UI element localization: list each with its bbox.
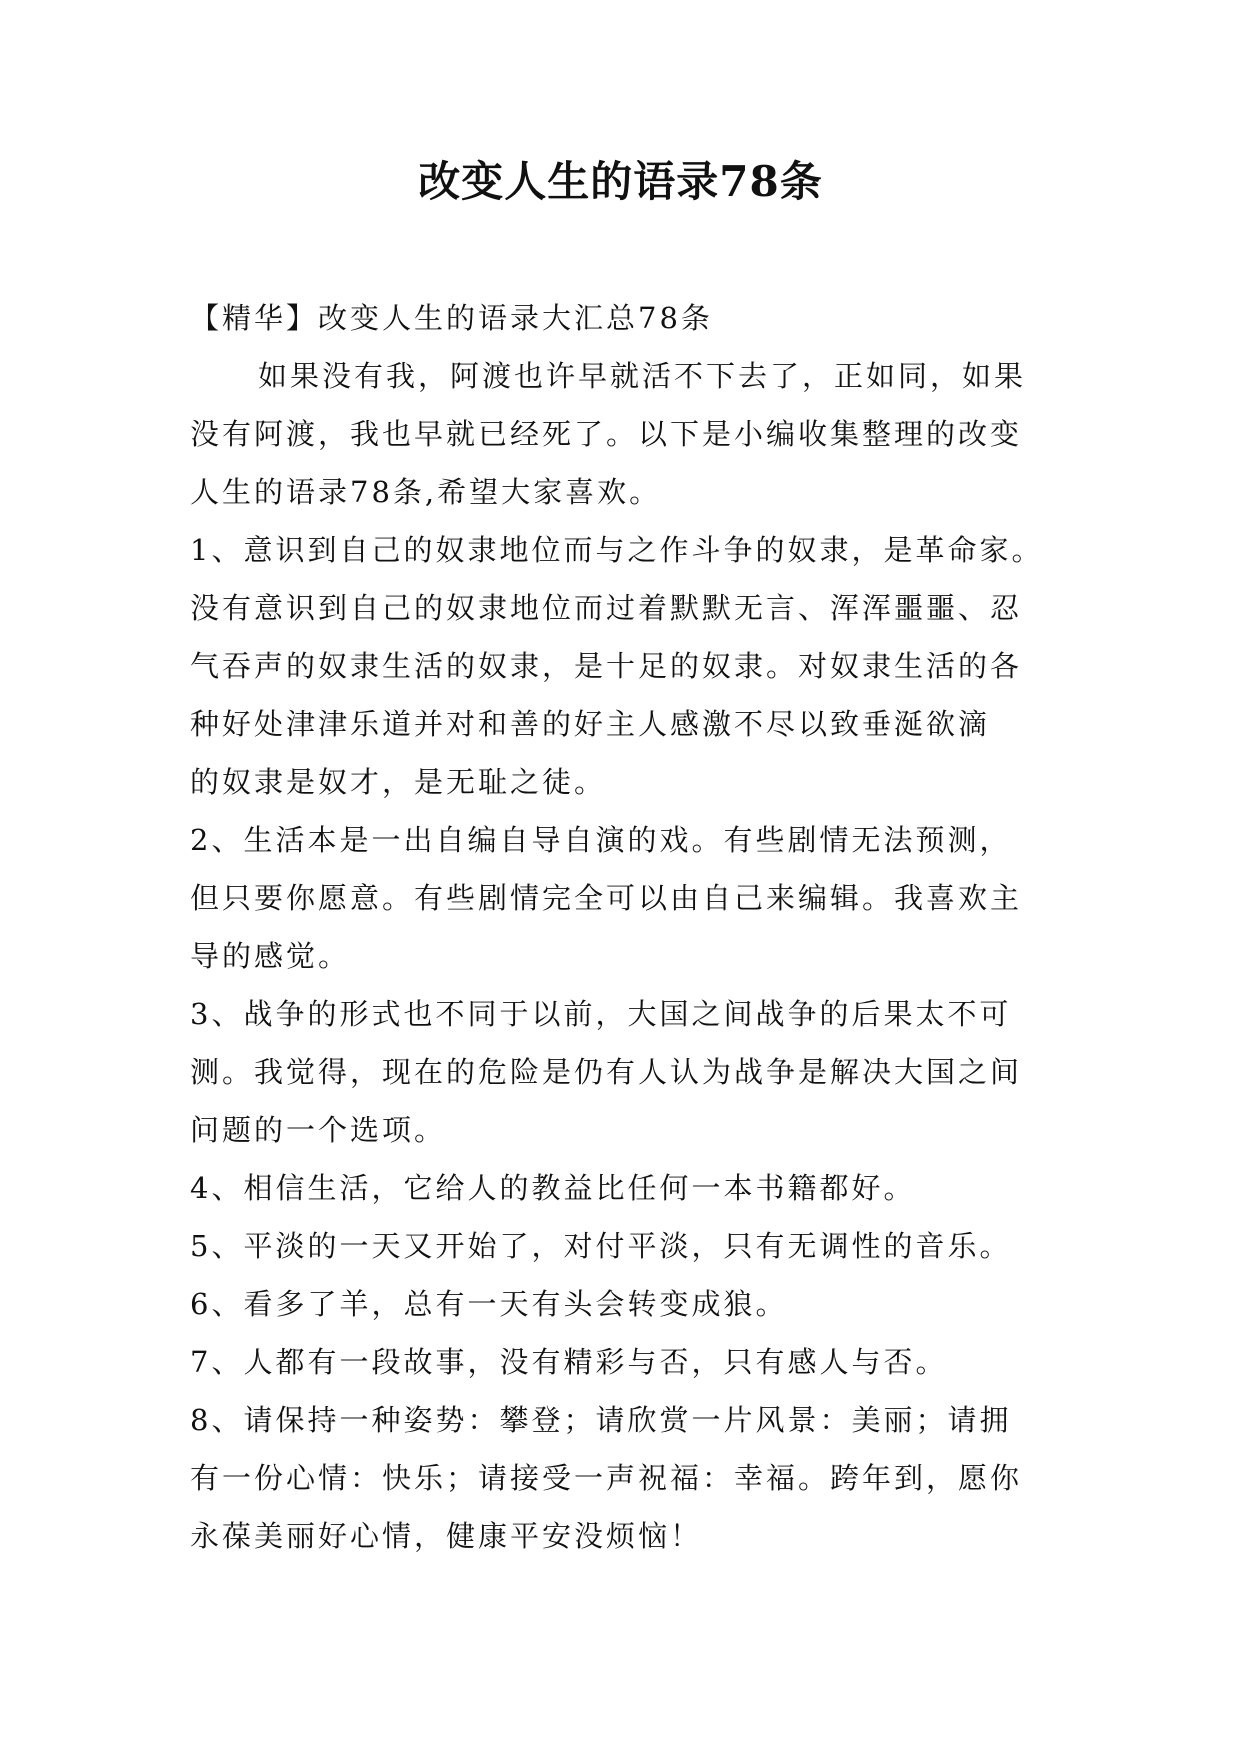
- quote-line: 4、相信生活，它给人的教益比任何一本书籍都好。: [190, 1171, 916, 1205]
- quote-line: 7、人都有一段故事，没有精彩与否，只有感人与否。: [190, 1345, 948, 1379]
- quote-line: 没有意识到自己的奴隶地位而过着默默无言、浑浑噩噩、忍: [190, 591, 1023, 625]
- subtitle-line: 【精华】改变人生的语录大汇总78条: [190, 301, 713, 335]
- quote-line: 导的感觉。: [190, 939, 351, 973]
- document-title: 改变人生的语录78条: [418, 157, 823, 206]
- intro-line: 没有阿渡，我也早就已经死了。以下是小编收集整理的改变: [190, 417, 1023, 451]
- quote-line: 问题的一个选项。: [190, 1113, 447, 1147]
- quote-line: 8、请保持一种姿势：攀登；请欣赏一片风景：美丽；请拥: [190, 1403, 1012, 1437]
- quote-line: 的奴隶是奴才，是无耻之徒。: [190, 765, 607, 799]
- document-body: [190, 289, 1070, 1565]
- quote-line: 但只要你愿意。有些剧情完全可以由自己来编辑。我喜欢主: [190, 881, 1023, 915]
- quote-line: 5、平淡的一天又开始了，对付平淡，只有无调性的音乐。: [190, 1229, 1012, 1263]
- quote-line: 6、看多了羊，总有一天有头会转变成狼。: [190, 1287, 788, 1321]
- quote-line: 种好处津津乐道并对和善的好主人感激不尽以致垂涎欲滴: [190, 707, 991, 741]
- quote-line: 有一份心情：快乐；请接受一声祝福：幸福。跨年到，愿你: [190, 1461, 1023, 1495]
- quote-line: 气吞声的奴隶生活的奴隶，是十足的奴隶。对奴隶生活的各: [190, 649, 1023, 683]
- quote-line: 永葆美丽好心情，健康平安没烦恼！: [190, 1519, 703, 1553]
- intro-line: 如果没有我，阿渡也许早就活不下去了，正如同，如果: [258, 359, 1027, 393]
- quote-line: 测。我觉得，现在的危险是仍有人认为战争是解决大国之间: [190, 1055, 1023, 1089]
- quote-line: 1、意识到自己的奴隶地位而与之作斗争的奴隶，是革命家。: [190, 533, 1044, 567]
- intro-line: 人生的语录78条,希望大家喜欢。: [190, 475, 662, 509]
- quote-line: 3、战争的形式也不同于以前，大国之间战争的后果太不可: [190, 997, 1012, 1031]
- quote-line: 2、生活本是一出自编自导自演的戏。有些剧情无法预测，: [190, 823, 1012, 857]
